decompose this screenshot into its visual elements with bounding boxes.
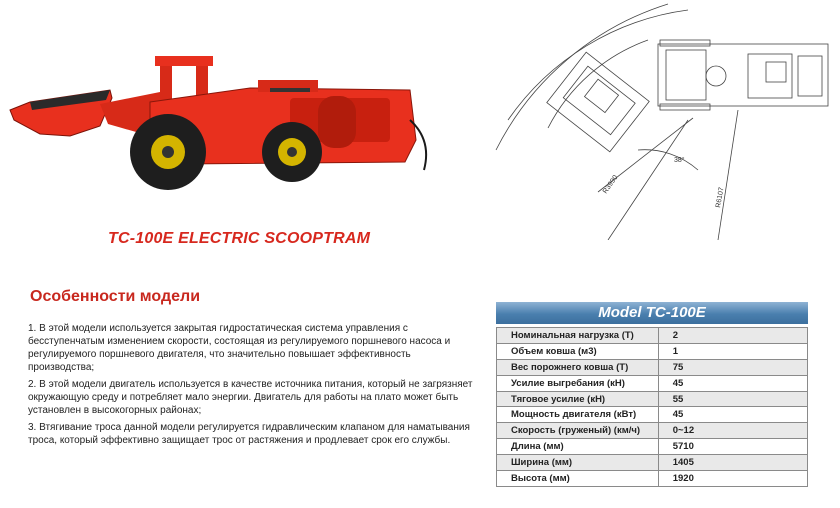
table-row bbox=[497, 391, 808, 407]
spec-title: Model TC-100E bbox=[496, 302, 808, 324]
features-title: Особенности модели bbox=[30, 288, 201, 305]
feature-item: 2. В этой модели двигатель используется в качестве источника питания, который не загрязняет окружающую среду и потребляет мало энергии. Двигатель для работы на плато может быть установлен в высокогорных районах; bbox=[28, 379, 473, 416]
radius-inner-label: R3990 bbox=[601, 174, 620, 196]
spec-value: 2 bbox=[658, 328, 807, 344]
spec-value: 1 bbox=[658, 343, 807, 359]
spec-value: 45 bbox=[658, 375, 807, 391]
spec-label: Номинальная нагрузка (T) bbox=[497, 328, 659, 344]
spec-label: Тяговое усилие (кН) bbox=[497, 391, 659, 407]
rear-wheel bbox=[262, 122, 322, 182]
spec-label: Скорость (груженый) (км/ч) bbox=[497, 423, 659, 439]
spec-value: 5710 bbox=[658, 439, 807, 455]
table-row bbox=[497, 407, 808, 423]
table-row bbox=[497, 455, 808, 471]
table-row bbox=[497, 375, 808, 391]
spec-value: 75 bbox=[658, 359, 807, 375]
table-row bbox=[497, 439, 808, 455]
spec-label: Высота (мм) bbox=[497, 471, 659, 487]
features-list bbox=[28, 322, 474, 451]
front-wheel bbox=[130, 114, 206, 190]
table-row bbox=[497, 343, 808, 359]
table-row bbox=[497, 423, 808, 439]
table-row bbox=[497, 359, 808, 375]
spec-label: Мощность двигателя (кВт) bbox=[497, 407, 659, 423]
spec-label: Усилие выгребания (кН) bbox=[497, 375, 659, 391]
radius-outer-label: R6107 bbox=[715, 186, 726, 209]
turning-radius-diagram bbox=[488, 0, 840, 240]
feature-item: 1. В этой модели используется закрытая гидростатическая система управления с бесступенчатым изменением скорости, состоящая из регулируемого поршневого насоса и регулируемого поршневого двигателя, что значительно повышает эффективность производства; bbox=[28, 323, 451, 373]
table-row bbox=[497, 471, 808, 487]
spec-value: 55 bbox=[658, 391, 807, 407]
scooptram-image bbox=[0, 40, 440, 220]
spec-label: Длина (мм) bbox=[497, 439, 659, 455]
table-row bbox=[497, 328, 808, 344]
spec-value: 1920 bbox=[658, 471, 807, 487]
angle-label: 38° bbox=[674, 157, 685, 164]
feature-item: 3. Втягивание троса данной модели регулируется гидравлическим клапаном для наматывания троса, который эффективно защищает трос от растяжения и продлевает срок его службы. bbox=[28, 422, 470, 446]
spec-value: 45 bbox=[658, 407, 807, 423]
product-caption: TC-100E ELECTRIC SCOOPTRAM bbox=[108, 230, 371, 247]
spec-table bbox=[496, 302, 808, 487]
spec-value: 1405 bbox=[658, 455, 807, 471]
spec-label: Ширина (мм) bbox=[497, 455, 659, 471]
spec-label: Объем ковша (м3) bbox=[497, 343, 659, 359]
spec-label: Вес порожнего ковша (T) bbox=[497, 359, 659, 375]
spec-value: 0~12 bbox=[658, 423, 807, 439]
